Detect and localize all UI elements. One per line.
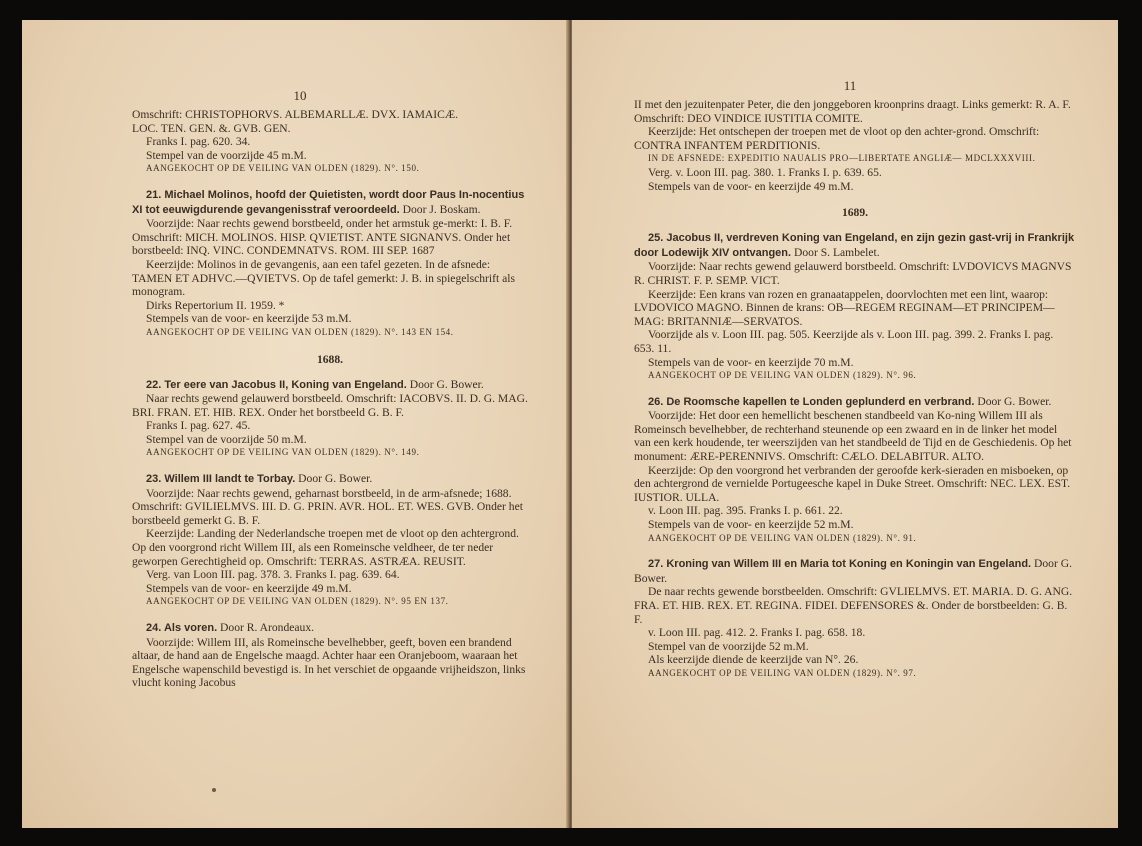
provenance: AANGEKOCHT OP DE VEILING VAN OLDEN (1829). N°. 149.	[146, 447, 420, 458]
entry-text: Keerzijde: Op den voorgrond het verbranden der geroofde kerk-sieraden en misboeken, op den achtergrond de vernielde Portugeesche kapel in Duke Street. Omschrift: NEC. LEX. EST. IUSTIOR. ULLA.	[634, 463, 1071, 504]
entry-maker: Door G. Bower.	[298, 472, 373, 486]
entry-text: Als keerzijde diende de keerzijde van N°. 26.	[648, 653, 859, 667]
entry-maker: Door S. Lambelet.	[793, 245, 880, 259]
year-heading: 1688.	[316, 352, 344, 366]
provenance: AANGEKOCHT OP DE VEILING VAN OLDEN (1829). N°. 96.	[648, 370, 917, 381]
provenance: AANGEKOCHT OP DE VEILING VAN OLDEN (1829). N°. 97.	[648, 667, 917, 678]
entry-heading: 27. Kroning van Willem III en Maria tot Koning en Koningin van Engeland.	[648, 558, 1032, 571]
reference: Stempel van de voorzijde 45 m.M.	[146, 148, 307, 162]
catalogue-entry	[132, 378, 528, 461]
provenance: AANGEKOCHT OP DE VEILING VAN OLDEN (1829). N°. 95 EN 137.	[146, 596, 449, 607]
entry-text: Keerzijde: Een krans van rozen en granaatappelen, doorvlochten met een lint, waarop: LVDOVICO MAGNO. Binnen de krans: OB—REGEM REGINAM—ET PRINCIPEM—MAG: BRITANNIÆ—SERVATOS.	[634, 287, 1055, 328]
page-number: 10	[293, 88, 307, 103]
right-page	[572, 20, 1118, 828]
entry-text: Keerzijde: Landing der Nederlandsche troepen met de vloot op den achtergrond. Op den voorgrond richt Willem III, als een Romeinsche veldheer, de ter neder geworpen Gerechtigheid op. Omschrift: TERRAS. ASTRÆA. REUSIT.	[132, 527, 519, 568]
year-heading: 1689.	[841, 206, 869, 220]
left-page	[22, 20, 568, 828]
provenance: AANGEKOCHT OP DE VEILING VAN OLDEN (1829). N°. 150.	[146, 163, 420, 174]
entry-heading: 24. Als voren.	[146, 622, 218, 634]
entry-text: Stempels van de voor- en keerzijde 49 m.M.	[146, 581, 352, 595]
entry-text: Voorzijde als v. Loon III. pag. 505. Keerzijde als v. Loon III. pag. 399. 2. Franks I. pag. 653. 11.	[634, 328, 1054, 355]
catalogue-entry	[132, 472, 528, 609]
entry-maker: Door G. Bower.	[409, 377, 484, 391]
catalogue-entry	[132, 188, 528, 340]
entry-maker: Door J. Boskam.	[402, 202, 481, 216]
book-spread	[22, 20, 1120, 828]
entry-text: v. Loon III. pag. 395. Franks I. p. 661. 22.	[648, 504, 843, 518]
entry-heading: 25. Jacobus II, verdreven Koning van Engeland, en zijn gezin gast-vrij in Frankrijk door Lodewijk XIV ontvangen.	[634, 232, 1075, 259]
entry-maker: Door G. Bower.	[634, 557, 1073, 585]
catalogue-entry	[132, 621, 528, 690]
reference: Stempels van de voor- en keerzijde 49 m.M.	[648, 179, 854, 193]
entry-text: Voorzijde: Willem III, als Romeinsche bevelhebber, geeft, boven een brandend altaar, de hand aan de Engelsche maagd. Achter haar een Oranjeboom, waaraan het Engelsche wapenschild bevestigd is. In het verschiet de opgaande vrijheidszon, links vlucht koning Jacobus	[132, 635, 526, 690]
entry-text: Voorzijde: Naar rechts gewend gelauwerd borstbeeld. Omschrift: LVDOVICVS MAGNVS R. CHRIST. F. P. SEMP. VICT.	[634, 260, 1072, 287]
entry-text: Naar rechts gewend gelauwerd borstbeeld. Omschrift: IACOBVS. II. D. G. MAG. BRI. FRAN. ET. HIB. REX. Onder het borstbeeld G. B. F.	[132, 392, 528, 419]
provenance: AANGEKOCHT OP DE VEILING VAN OLDEN (1829). N°. 91.	[648, 532, 917, 543]
entry-text: Voorzijde: Het door een hemellicht beschenen standbeeld van Ko-ning Willem III als Romeinsch bevelhebber, de rechterhand steunende op een zwaard en in de linker het model van een kerk houdende, ter weerszijden van het standbeeld de Tijd en de Geschiedenis. Op het monument: ÆRE-PERENNIVS. Omschrift: CÆLO. DELABITUR. ALTO.	[634, 409, 1072, 464]
paper-speck	[212, 788, 216, 792]
entry-text: Stempels van de voor- en keerzijde 52 m.M.	[648, 518, 854, 532]
entry-text: Verg. van Loon III. pag. 378. 3. Franks I. pag. 639. 64.	[146, 568, 400, 582]
entry-text: De naar rechts gewende borstbeelden. Omschrift: GVLIELMVS. ET. MARIA. D. G. ANG. FRA. ET. HIB. REX. ET. REGINA. FIDEI. DEFENSORES &. Onder de borstbeelden: G. B. F.	[634, 585, 1073, 626]
entry-maker: Door R. Arondeaux.	[220, 621, 315, 634]
entry-heading: 26. De Roomsche kapellen te Londen geplunderd en verbrand.	[648, 395, 975, 408]
entry-maker: Door G. Bower.	[977, 394, 1052, 408]
entry-text: v. Loon III. pag. 412. 2. Franks I. pag. 658. 18.	[648, 626, 866, 640]
entry-heading: 23. Willem III landt te Torbay.	[146, 473, 296, 486]
entry-text: Voorzijde: Naar rechts gewend, geharnast borstbeeld, in de arm-afsnede; 1688. Omschrift: GVILIELMVS. III. D. G. PRIN. AVR. HOL. ET. WES. GVB. Onder het borstbeeld gemerkt G. B. F.	[132, 486, 523, 527]
text-line: IN DE AFSNEDE: EXPEDITIO NAUALIS PRO—LIBERTATE ANGLIÆ— MDCLXXXVIII.	[648, 153, 1036, 164]
page-number: 11	[843, 78, 857, 93]
entry-text: Voorzijde: Naar rechts gewend borstbeeld, onder het armstuk ge-merkt: I. B. F. Omschrift: MICH. MOLINOS. HISP. QVIETIST. ANTE SIGNANVS. Onder het borstbeeld: INQ. VINC. CONDEMNATVS. ROM. III SEP. 1687	[132, 217, 513, 258]
catalogue-entry	[634, 395, 1076, 546]
reference: Franks I. pag. 620. 34.	[146, 135, 251, 149]
text-line: Omschrift: CHRISTOPHORVS. ALBEMARLLÆ. DVX. IAMAICÆ.	[132, 108, 459, 121]
entry-heading: 21. Michael Molinos, hoofd der Quietisten, wordt door Paus In-nocentius XI tot eeuwigdurende gevangenisstraf veroordeeld.	[132, 188, 525, 216]
text-line: LOC. TEN. GEN. &. GVB. GEN.	[132, 121, 291, 135]
entry-heading: 22. Ter eere van Jacobus II, Koning van Engeland.	[146, 378, 407, 391]
entry-text: Stempel van de voorzijde 52 m.M.	[648, 639, 809, 653]
text-line: Keerzijde: Het ontschepen der troepen met de vloot op den achter-grond. Omschrift: CONTRA INFANTEM PERDITIONIS.	[634, 125, 1040, 152]
entry-text: Franks I. pag. 627. 45.	[146, 419, 251, 433]
entry-text: Stempel van de voorzijde 50 m.M.	[146, 432, 307, 446]
entry-text: Stempels van de voor- en keerzijde 53 m.M.	[146, 312, 352, 326]
entry-text: Dirks Repertorium II. 1959. *	[146, 298, 285, 312]
provenance: AANGEKOCHT OP DE VEILING VAN OLDEN (1829). N°. 143 EN 154.	[146, 326, 454, 337]
catalogue-entry	[634, 557, 1076, 680]
entry-text: Stempels van de voor- en keerzijde 70 m.M.	[648, 355, 854, 369]
reference: Verg. v. Loon III. pag. 380. 1. Franks I. p. 639. 65.	[648, 165, 882, 179]
text-line: II met den jezuitenpater Peter, die den jonggeboren kroonprins draagt. Links gemerkt: R. A. F. Omschrift: DEO VINDICE IUSTITIA COMITE.	[634, 98, 1071, 125]
entry-text: Keerzijde: Molinos in de gevangenis, aan een tafel gezeten. In de afsnede: TAMEN ET ADHVC.—QVIETVS. Op de tafel gemerkt: J. B. in spiegelschrift als monogram.	[132, 257, 516, 299]
catalogue-entry	[634, 231, 1076, 383]
